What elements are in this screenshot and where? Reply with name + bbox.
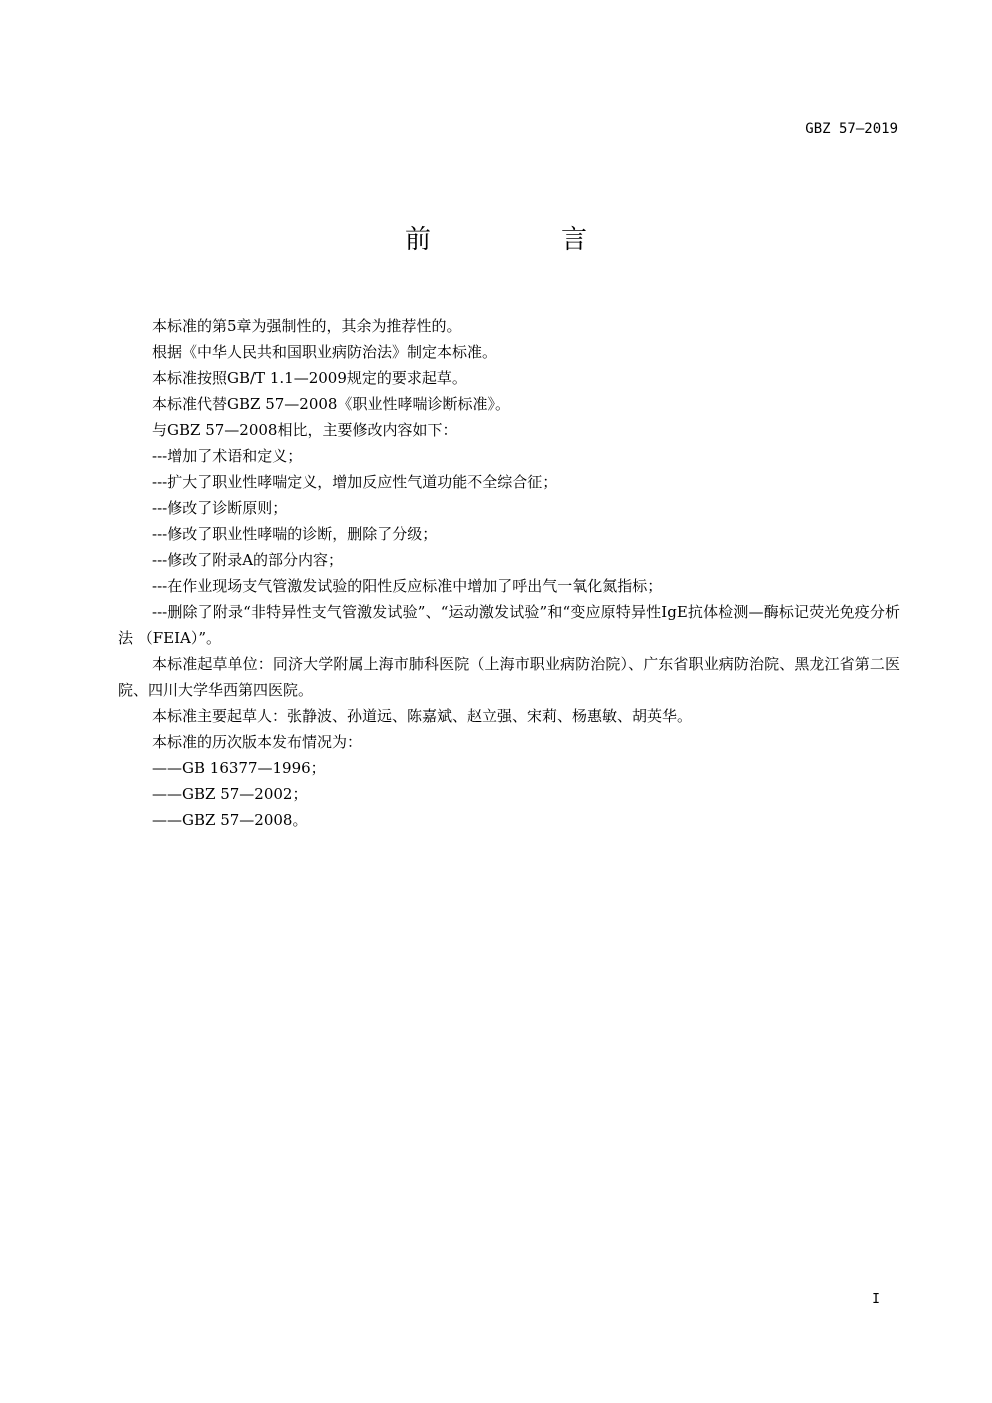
change-item: ---修改了职业性哮喘的诊断，删除了分级； [152, 525, 438, 543]
paragraph-legal-basis: 根据《中华人民共和国职业病防治法》制定本标准。 [152, 343, 498, 361]
paragraph-drafting-rules: 本标准按照GB/T 1.1—2009规定的要求起草。 [152, 369, 467, 387]
paragraph-mandatory-chapter: 本标准的第5章为强制性的，其余为推荐性的。 [152, 317, 462, 335]
change-item: ---增加了术语和定义； [152, 447, 303, 465]
foreword-body [118, 313, 900, 833]
standard-number: GBZ 57—2019 [805, 121, 898, 137]
version-item: ——GBZ 57—2002； [152, 785, 308, 803]
change-item: ---修改了附录A的部分内容； [152, 551, 344, 569]
paragraph-drafters: 本标准主要起草人：张静波、孙道远、陈嘉斌、赵立强、宋莉、杨惠敏、胡英华。 [152, 707, 693, 725]
paragraph-changes-intro: 与GBZ 57—2008相比，主要修改内容如下： [152, 421, 458, 439]
change-item: ---在作业现场支气管激发试验的阳性反应标准中增加了呼出气一氧化氮指标； [152, 577, 663, 595]
page-title: 前 言 [404, 225, 639, 255]
version-item: ——GB 16377—1996； [152, 759, 326, 777]
version-item: ——GBZ 57—2008。 [152, 811, 308, 829]
page-number: I [872, 1292, 880, 1307]
paragraph-drafting-units: 本标准起草单位：同济大学附属上海市肺科医院（上海市职业病防治院）、广东省职业病防治院、黑龙江省第二医院、四川大学华西第四医院。 [118, 655, 900, 699]
change-item: ---扩大了职业性哮喘定义，增加反应性气道功能不全综合征； [152, 473, 558, 491]
paragraph-replaces: 本标准代替GBZ 57—2008《职业性哮喘诊断标准》。 [152, 395, 510, 413]
paragraph-version-history: 本标准的历次版本发布情况为： [152, 733, 363, 751]
change-item: ---删除了附录“非特异性支气管激发试验”、“运动激发试验”和“变应原特异性IgE抗体检测—酶标记荧光免疫分析法 （FEIA）”。 [118, 603, 900, 647]
change-item: ---修改了诊断原则； [152, 499, 288, 517]
